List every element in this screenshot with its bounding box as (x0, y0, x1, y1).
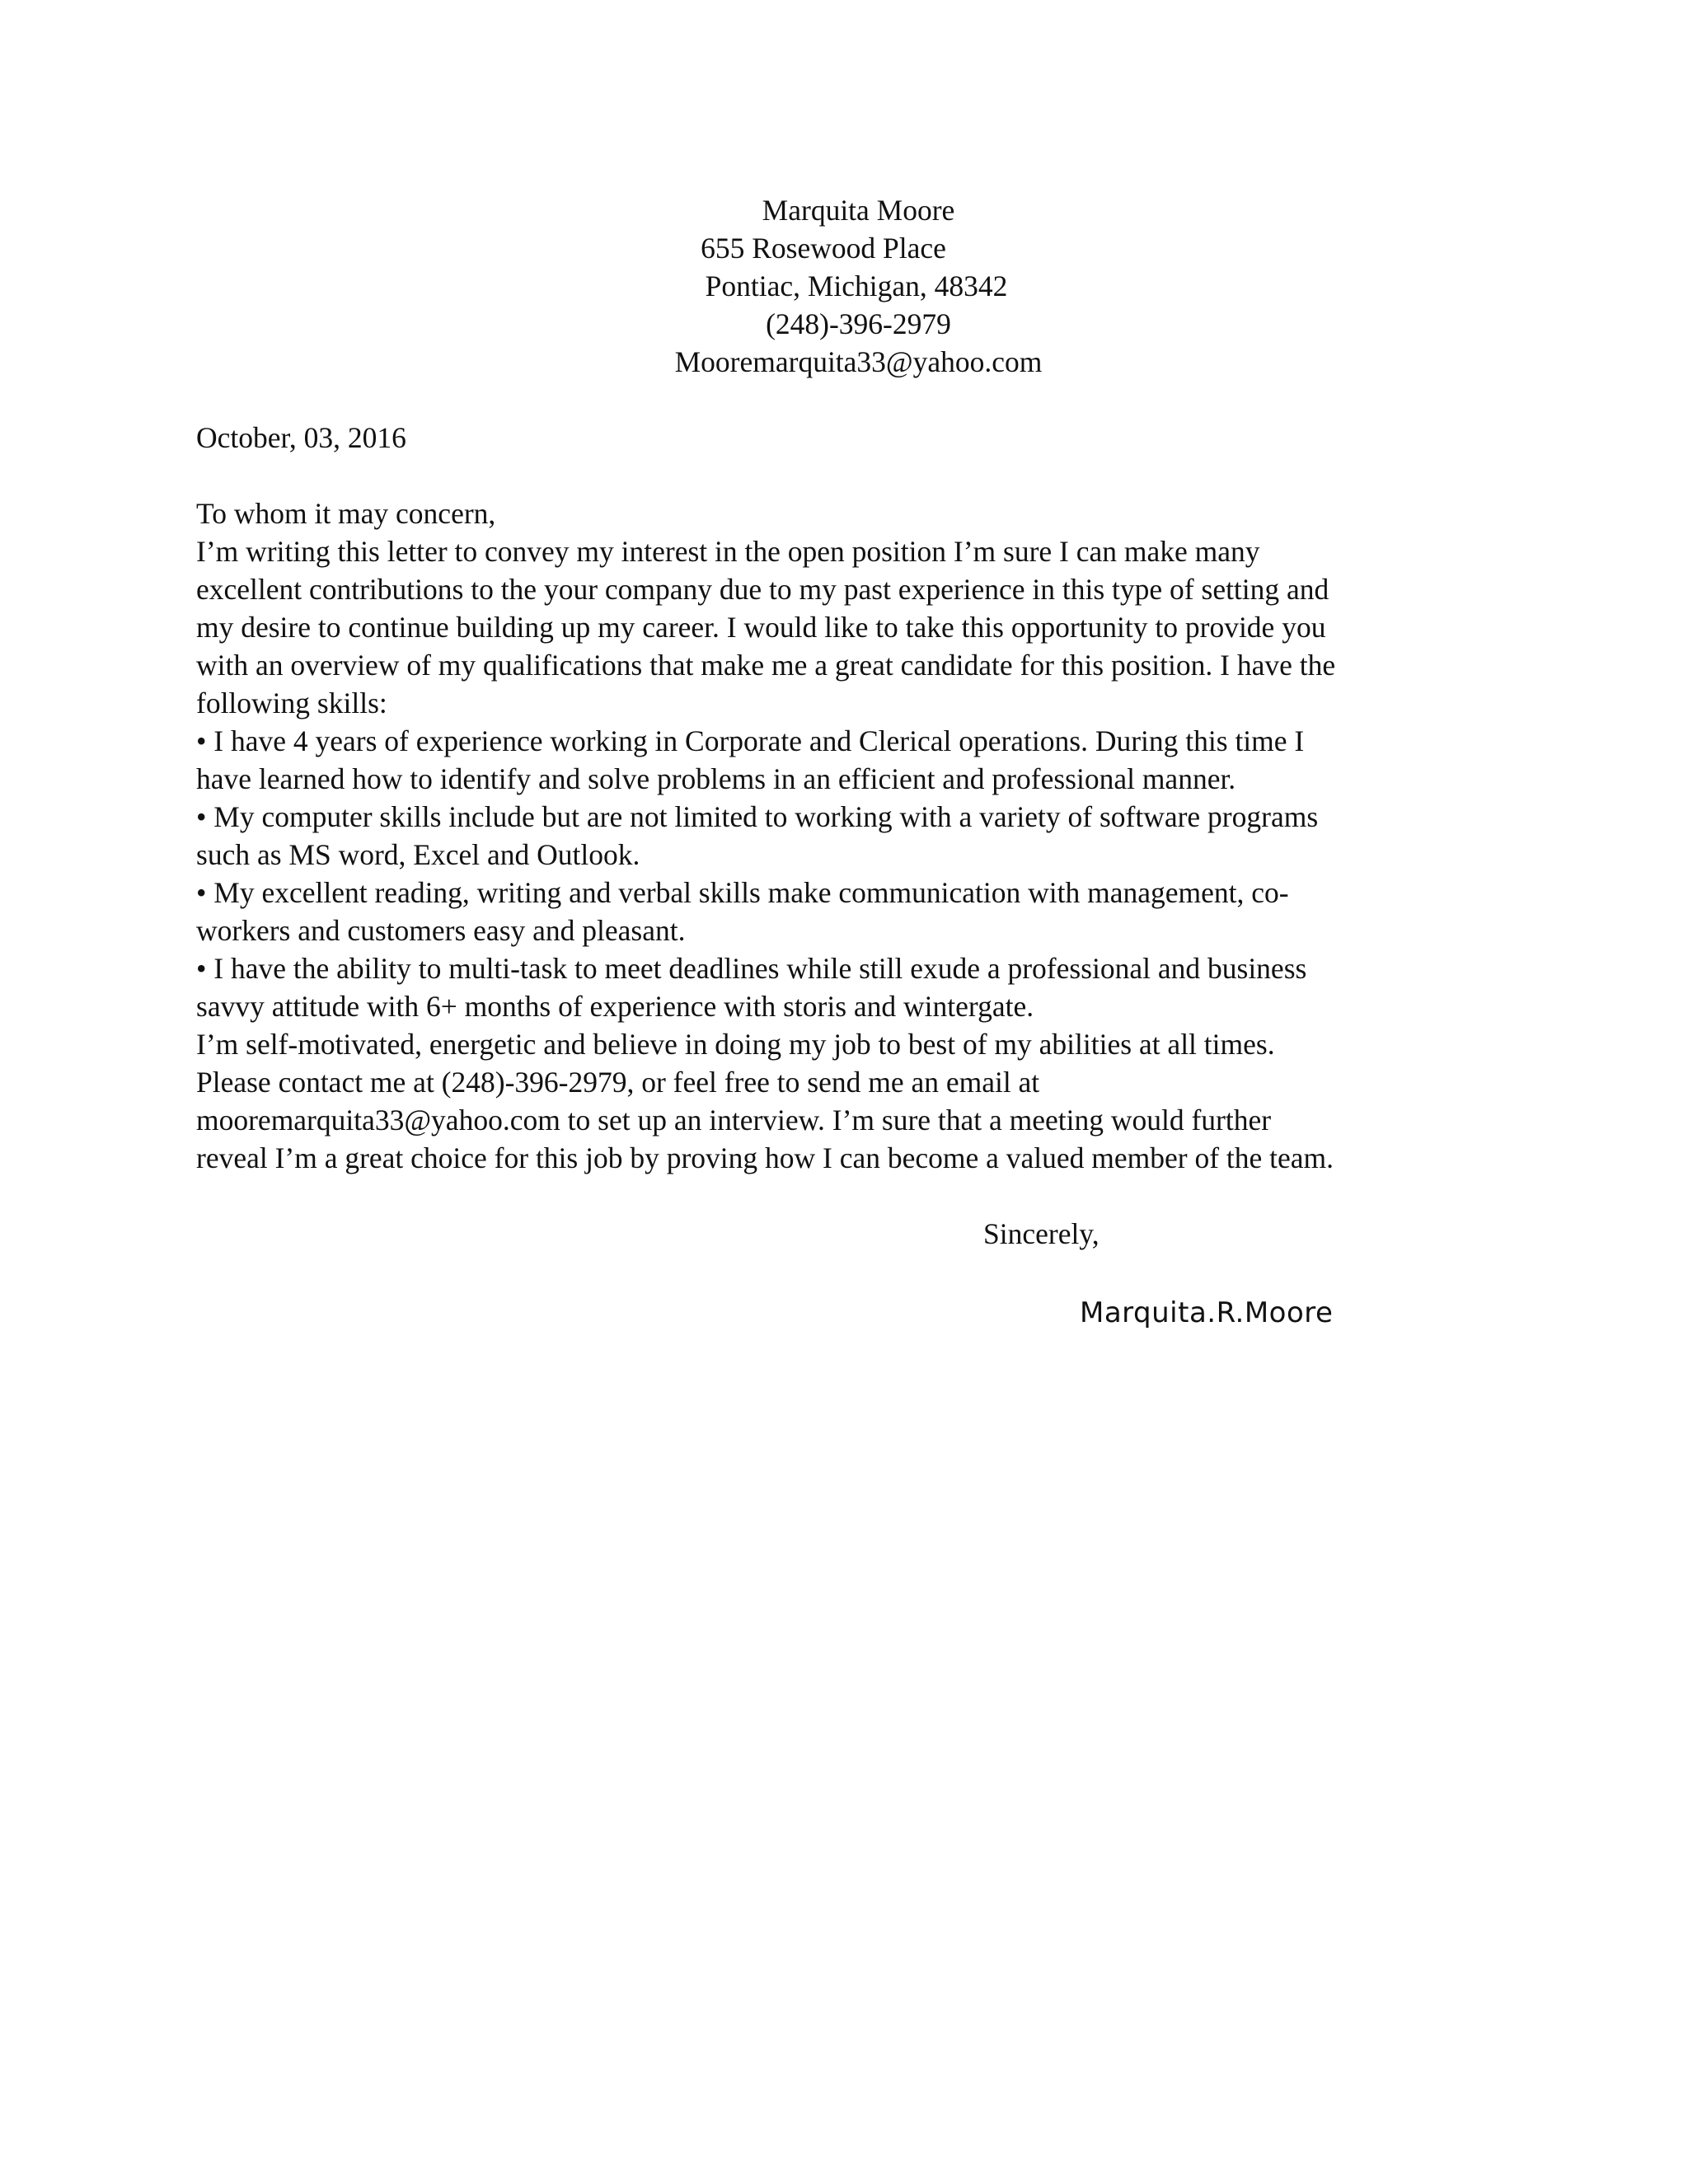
paragraph-line: workers and customers easy and pleasant. (196, 914, 686, 947)
paragraph-line: such as MS word, Excel and Outlook. (196, 838, 640, 871)
paragraph-line: I’m self-motivated, energetic and believe in doing my job to best of my abilities at all times. (196, 1028, 1275, 1061)
letter-date: October, 03, 2016 (196, 421, 406, 454)
paragraph-line: • My computer skills include but are not limited to working with a variety of software programs (196, 800, 1319, 833)
paragraph-line: • I have the ability to multi-task to meet deadlines while still exude a professional and business (196, 952, 1307, 985)
paragraph-line: excellent contributions to the your company due to my past experience in this type of setting and (196, 573, 1329, 606)
paragraph-line: • I have 4 years of experience working in Corporate and Clerical operations. During this time I (196, 724, 1305, 757)
paragraph-line: mooremarquita33@yahoo.com to set up an interview. I’m sure that a meeting would further (196, 1104, 1272, 1137)
salutation: To whom it may concern, (196, 497, 496, 530)
letter-header (196, 191, 1492, 381)
signoff: Sincerely, (983, 1217, 1100, 1250)
bullet-multitask (196, 949, 1492, 1025)
paragraph-line: • My excellent reading, writing and verbal skills make communication with management, co- (196, 876, 1289, 909)
sender-email: Mooremarquita33@yahoo.com (674, 345, 1043, 378)
intro-paragraph (196, 532, 1492, 722)
paragraph-line: have learned how to identify and solve problems in an efficient and professional manner. (196, 762, 1236, 795)
paragraph-line: reveal I’m a great choice for this job by proving how I can become a valued member of the team. (196, 1141, 1334, 1174)
paragraph-line: savvy attitude with 6+ months of experience with storis and wintergate. (196, 990, 1034, 1023)
paragraph-line: Please contact me at (248)-396-2979, or feel free to send me an email at (196, 1066, 1040, 1099)
bullet-computer-skills (196, 798, 1492, 874)
sender-city: Pontiac, Michigan, 48342 (705, 269, 1008, 302)
sender-street: 655 Rosewood Place (701, 232, 946, 265)
bullet-experience (196, 722, 1492, 798)
paragraph-line: my desire to continue building up my career. I would like to take this opportunity to provide you (196, 611, 1326, 644)
sender-name: Marquita Moore (762, 194, 955, 227)
signature: Marquita.R.Moore (1080, 1296, 1334, 1329)
bullet-communication (196, 874, 1492, 949)
closing-paragraph (196, 1025, 1492, 1177)
paragraph-line: with an overview of my qualifications that make me a great candidate for this position. I have the (196, 649, 1336, 682)
paragraph-line: I’m writing this letter to convey my interest in the open position I’m sure I can make many (196, 535, 1260, 568)
sender-phone: (248)-396-2979 (766, 307, 951, 340)
cover-letter (196, 191, 1492, 1333)
paragraph-line: following skills: (196, 687, 387, 719)
